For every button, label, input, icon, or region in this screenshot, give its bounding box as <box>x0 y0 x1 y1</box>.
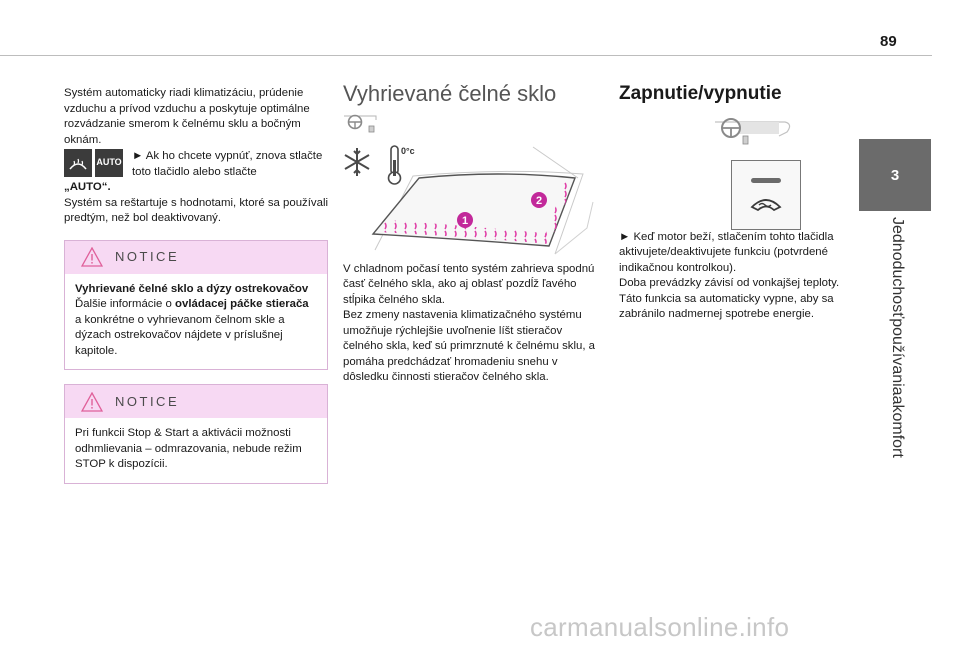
column-left <box>64 86 332 484</box>
top-divider <box>0 55 932 56</box>
thermometer-icon <box>389 146 401 184</box>
notice-text-c: a konkrétne o vyhrievanom čelnom skle a dýzach ostrekovačov nájdete v príslušnej kapitole. <box>75 313 285 357</box>
notice-label: NOTICE <box>115 393 180 409</box>
dashboard-steering-wheel-icon <box>619 110 799 150</box>
auto-button-icon: AUTO <box>95 149 123 177</box>
on-off-paragraph-3: Táto funkcia sa automaticky vypne, aby sa zabránilo nadmernej spotrebe energie. <box>619 292 834 320</box>
auto-quote: „AUTO“. <box>64 181 111 193</box>
intro-paragraph: Systém automaticky riadi klimatizáciu, prúdenie vzduchu a prívod vzduchu a poskytuje optimálne rozvádzanie smerom k čelnému sklu a bočným oknám. <box>64 87 310 146</box>
watermark: carmanualsonline.info <box>530 612 790 642</box>
column-right <box>619 83 865 323</box>
callout-marker-1-label: 1 <box>461 214 469 227</box>
notice-bold-title: Vyhrievané čelné sklo a dýzy ostrekovačov <box>75 282 309 295</box>
temperature-label: 0°c <box>401 145 415 156</box>
indicator-lamp <box>751 178 781 183</box>
button-instruction-row <box>64 149 332 180</box>
heated-windscreen-icon <box>749 191 783 211</box>
snowflake-icon <box>345 148 369 176</box>
page-number: 89 <box>880 33 897 50</box>
warning-triangle-icon <box>81 392 103 412</box>
windshield-demist-button-icon <box>64 149 92 177</box>
button-instruction-text: ► Ak ho chcete vypnúť, znova stlačte toto tlačidlo alebo stlačte <box>132 150 323 178</box>
on-off-paragraph-2: Doba prevádzky závisí od vonkajšej teploty. <box>619 277 840 289</box>
notice-box-stop-start <box>64 384 328 484</box>
heated-windscreen-paragraph-2: Bez zmeny nastavenia klimatizačného systému umožňuje rýchlejšie uvoľnenie líšt stieračov čelného skla, keď sú primrznuté k čelnému sklu, a pomáha predchádzať hromadeniu snehu v dôsledku činnosti stieračov čelného skla. <box>343 309 596 383</box>
callout-marker-2 <box>531 192 547 208</box>
notice-box-wiper <box>64 240 328 371</box>
heated-windscreen-switch[interactable] <box>731 160 801 230</box>
notice-label: NOTICE <box>115 249 180 265</box>
chapter-title: Jednoduchosťpoužívaniaakomfort <box>889 217 906 458</box>
notice-link-wiper-stalk: ovládacej páčke stierača <box>175 298 309 310</box>
heated-windscreen-paragraph-1: V chladnom počasí tento systém zahrieva spodnú časť čelného skla, ako aj oblasť pozdĺž ľavého stĺpika čelného skla. <box>343 262 595 306</box>
on-off-paragraph-1: ► Keď motor beží, stlačením tohto tlačidla aktivujete/deaktivujete funkciu (potvrdené indikačnou kontrolkou). <box>619 230 834 274</box>
restart-paragraph: Systém sa reštartuje s hodnotami, ktoré sa používali predtým, než bol deaktivovaný. <box>64 196 329 224</box>
notice-header <box>65 241 327 274</box>
callout-marker-1 <box>457 212 473 228</box>
notice-text-a: Ďalšie informácie o <box>75 298 176 310</box>
section-title-on-off: Zapnutie/vypnutie <box>619 83 782 104</box>
steering-wheel-icon <box>343 110 379 136</box>
notice-body: Pri funkcii Stop & Start a aktivácii možnosti odhmlievania – odmrazovania, nebude režim STOP k dispozícii. <box>75 427 302 470</box>
chapter-tab[interactable]: 3 <box>859 139 931 211</box>
warning-triangle-icon <box>81 247 103 267</box>
column-middle <box>343 81 601 386</box>
section-title-heated-windscreen: Vyhrievané čelné sklo <box>343 81 557 106</box>
notice-body <box>65 274 327 370</box>
notice-header <box>65 385 327 418</box>
heated-windscreen-illustration <box>343 142 599 262</box>
callout-marker-2-label: 2 <box>535 194 543 207</box>
